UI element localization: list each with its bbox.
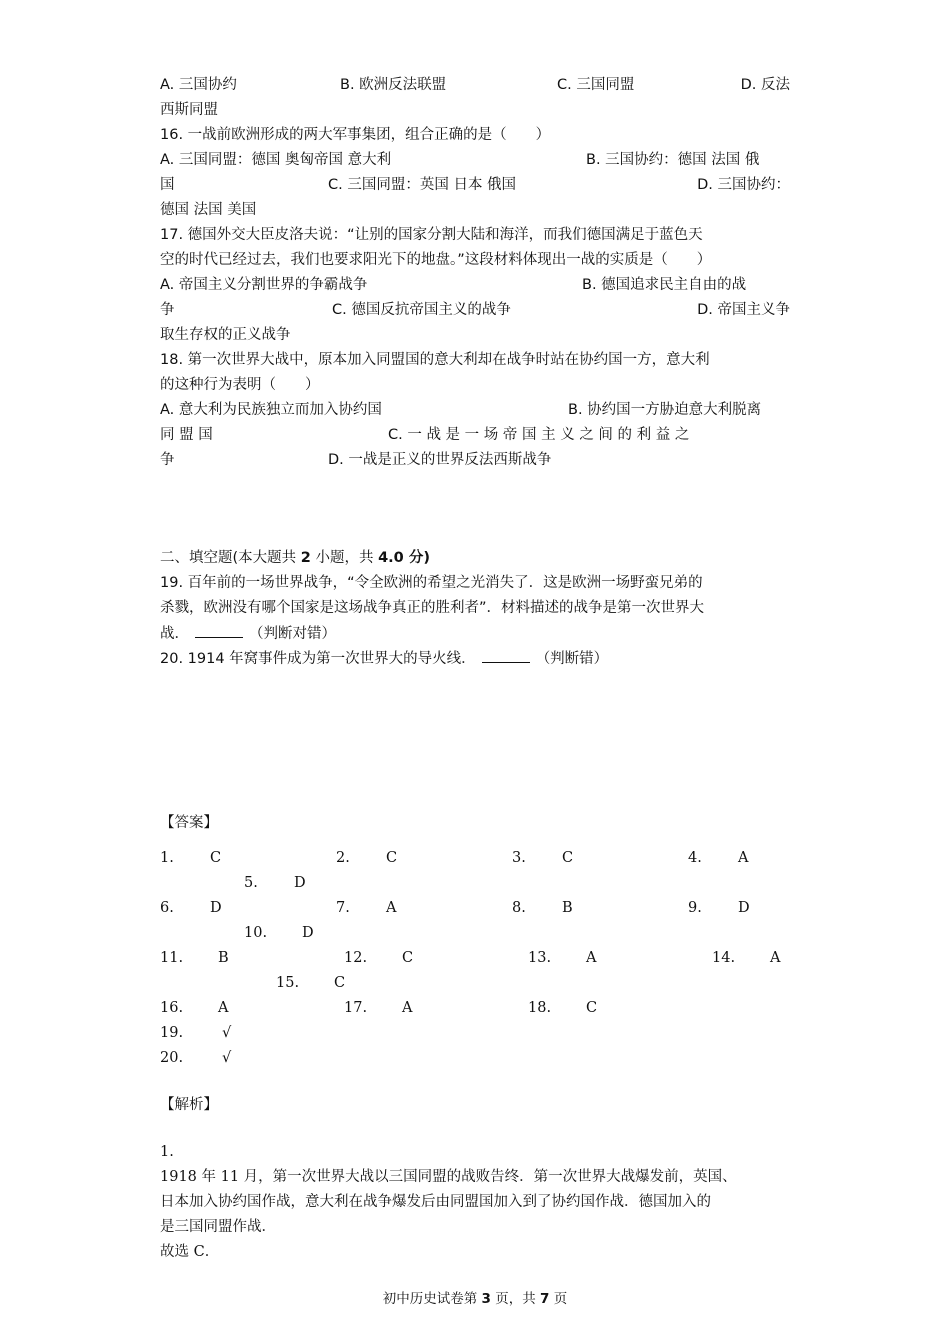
answer-item — [160, 1048, 232, 1068]
q16-option-a: A. 三国同盟：德国 奥匈帝国 意大利 — [160, 152, 392, 168]
section2-heading — [160, 548, 430, 568]
q16-option-d-wrap: 德国 法国 美国 — [160, 202, 257, 218]
answer-item — [244, 873, 306, 893]
page-footer — [0, 1290, 950, 1308]
answer-item — [512, 898, 573, 918]
answer-number: 5. — [244, 875, 258, 891]
q19-judge-hint: （判断对错） — [249, 626, 336, 642]
q18-option-b-wrap: 同 盟 国 — [160, 427, 213, 443]
answer-value: D — [302, 925, 314, 941]
q20-judge-hint: （判断错） — [535, 651, 609, 667]
answer-value: C — [386, 850, 398, 866]
answer-value: B — [218, 950, 229, 966]
answer-number: 9. — [688, 900, 702, 916]
answer-item — [276, 973, 346, 993]
answer-item — [336, 848, 398, 868]
answer-number: 17. — [344, 1000, 368, 1016]
answer-item — [528, 998, 598, 1018]
answer-value: B — [562, 900, 573, 916]
analysis-line2: 日本加入协约国作战，意大利在战争爆发后由同盟国加入到了协约国作战．德国加入的 — [160, 1194, 711, 1210]
analysis-line4: 故选 C． — [160, 1244, 220, 1260]
q16-option-b: B. 三国协约：德国 法国 俄 — [586, 152, 760, 168]
q18-option-c-wrap: 争 — [160, 452, 175, 468]
answer-item — [160, 948, 229, 968]
q18-options-row2 — [160, 425, 790, 445]
answer-number: 3. — [512, 850, 526, 866]
answer-value: C — [586, 1000, 598, 1016]
q18-option-a: A. 意大利为民族独立而加入协约国 — [160, 402, 382, 418]
q18-option-c: C. 一 战 是 一 场 帝 国 主 义 之 间 的 利 益 之 — [388, 427, 690, 443]
answer-number: 8. — [512, 900, 526, 916]
footer-page-number: 3 — [481, 1291, 491, 1307]
answer-value: C — [562, 850, 574, 866]
q19-line3-text: 战． — [160, 626, 189, 642]
answer-value: A — [386, 900, 397, 916]
answer-number: 7. — [336, 900, 350, 916]
answer-item — [688, 898, 750, 918]
answer-item — [244, 923, 314, 943]
section2-heading-text-end: 分) — [403, 550, 430, 566]
q18-option-b: B. 协约国一方胁迫意大利脱离 — [568, 402, 762, 418]
answer-item — [336, 898, 397, 918]
answer-number: 15. — [276, 975, 300, 991]
answer-value: A — [586, 950, 597, 966]
analysis-heading: 【解析】 — [160, 1097, 218, 1113]
analysis-line1: 1918 年 11 月，第一次世界大战以三国同盟的战败告终．第一次世界大战爆发前，英国、 — [160, 1169, 737, 1185]
answer-number: 12. — [344, 950, 368, 966]
answer-number: 2. — [336, 850, 350, 866]
answer-value: A — [402, 1000, 413, 1016]
footer-text-mid: 页，共 — [490, 1291, 541, 1307]
section2-score: 4.0 — [378, 550, 404, 566]
answer-item — [160, 848, 222, 868]
answer-number: 20. — [160, 1050, 184, 1066]
answers-heading: 【答案】 — [160, 815, 218, 831]
answer-number: 16. — [160, 1000, 184, 1016]
q19-line2: 杀戮，欧洲没有哪个国家是这场战争真正的胜利者”．材料描述的战争是第一次世界大 — [160, 600, 705, 616]
answer-item — [528, 948, 597, 968]
answer-number: 13. — [528, 950, 552, 966]
answer-number: 14. — [712, 950, 736, 966]
q17-option-c: C. 德国反抗帝国主义的战争 — [332, 302, 511, 318]
footer-text: 初中历史试卷第 — [382, 1291, 482, 1307]
q18-options-row1 — [160, 400, 790, 420]
answer-value: C — [210, 850, 222, 866]
answer-item — [512, 848, 574, 868]
q17-option-a: A. 帝国主义分割世界的争霸战争 — [160, 277, 368, 293]
q15-option-b: B. 欧洲反法联盟 — [340, 77, 447, 93]
q17-option-b: B. 德国追求民主自由的战 — [582, 277, 747, 293]
q17-option-b-wrap: 争 — [160, 302, 175, 318]
section2-heading-text-mid: 小题，共 — [310, 550, 379, 566]
q16-option-c: C. 三国同盟：英国 日本 俄国 — [328, 177, 517, 193]
q15-option-c: C. 三国同盟 — [557, 77, 635, 93]
analysis-line3: 是三国同盟作战． — [160, 1219, 276, 1235]
answer-item — [160, 898, 222, 918]
q17-option-d: D. 帝国主义争 — [697, 302, 790, 318]
footer-total-pages: 7 — [540, 1291, 550, 1307]
answer-number: 1. — [160, 850, 174, 866]
answer-item — [712, 948, 781, 968]
q20-line — [160, 648, 608, 669]
q17-stem-line1: 17. 德国外交大臣皮洛夫说：“让别的国家分割大陆和海洋，而我们德国满足于蓝色天 — [160, 227, 703, 243]
answer-number: 4. — [688, 850, 702, 866]
answer-item — [688, 848, 749, 868]
answer-item — [344, 998, 413, 1018]
q16-stem: 16. 一战前欧洲形成的两大军事集团，组合正确的是（ ） — [160, 127, 551, 143]
section2-question-count: 2 — [300, 550, 311, 566]
answer-number: 18. — [528, 1000, 552, 1016]
q18-stem-line2: 的这种行为表明（ ） — [160, 377, 320, 393]
answer-value: A — [218, 1000, 229, 1016]
answer-value: D — [210, 900, 222, 916]
q18-option-d: D. 一战是正义的世界反法西斯战争 — [328, 452, 552, 468]
q16-option-d: D. 三国协约： — [697, 177, 790, 193]
answer-item — [160, 1023, 232, 1043]
q17-stem-line2: 空的时代已经过去，我们也要求阳光下的地盘。”这段材料体现出一战的实质是（ ） — [160, 252, 712, 268]
section2-heading-text: 二、填空题(本大题共 — [160, 550, 301, 566]
q17-option-d-wrap: 取生存权的正义战争 — [160, 327, 291, 343]
answer-number: 11. — [160, 950, 184, 966]
analysis-number: 1. — [160, 1144, 174, 1160]
q15-option-d: D. 反法 — [740, 77, 790, 93]
answer-value: D — [294, 875, 306, 891]
q18-stem-line1: 18. 第一次世界大战中，原本加入同盟国的意大利却在战争时站在协约国一方，意大利 — [160, 352, 710, 368]
answer-value: A — [770, 950, 781, 966]
q19-answer-blank[interactable] — [195, 623, 243, 638]
answer-value: C — [402, 950, 414, 966]
q16-options-row2 — [160, 175, 790, 195]
answer-value: √ — [222, 1025, 232, 1041]
q18-options-row3 — [160, 450, 790, 470]
q17-options-row1 — [160, 275, 790, 295]
answer-number: 6. — [160, 900, 174, 916]
answer-value: C — [334, 975, 346, 991]
q16-options-row1 — [160, 150, 790, 170]
q16-option-b-wrap: 国 — [160, 177, 175, 193]
answer-number: 19. — [160, 1025, 184, 1041]
answer-value: √ — [222, 1050, 232, 1066]
footer-text-end: 页 — [549, 1291, 568, 1307]
q15-options — [160, 75, 790, 95]
q17-options-row2 — [160, 300, 790, 320]
answer-value: D — [738, 900, 750, 916]
answer-number: 10. — [244, 925, 268, 941]
answer-item — [344, 948, 414, 968]
q19-line3 — [160, 623, 336, 644]
q19-line1: 19. 百年前的一场世界战争，“令全欧洲的希望之光消失了．这是欧洲一场野蛮兄弟的 — [160, 575, 703, 591]
q20-text: 20. 1914 年窝事件成为第一次世界大的导火线． — [160, 651, 476, 667]
q20-answer-blank[interactable] — [482, 648, 530, 663]
answer-item — [160, 998, 229, 1018]
q15-option-d-wrap: 西斯同盟 — [160, 102, 218, 118]
q15-option-a: A. 三国协约 — [160, 77, 237, 93]
answer-value: A — [738, 850, 749, 866]
